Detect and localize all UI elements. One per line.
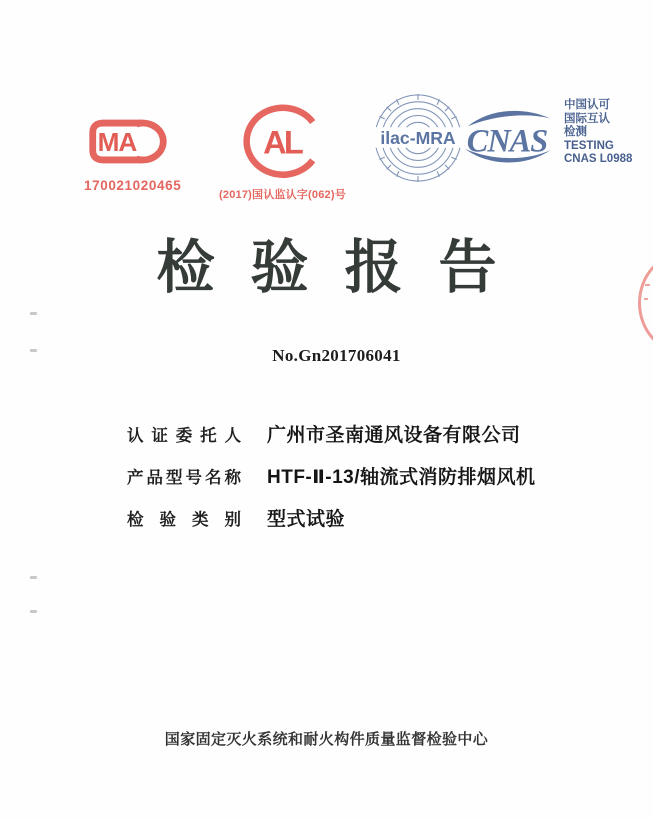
cma-letters: MA (97, 127, 137, 158)
field-row-test-type (127, 510, 536, 530)
seal-mark (644, 298, 648, 300)
scan-speck (30, 576, 37, 579)
cal-logo (205, 104, 360, 202)
ilac-globe-icon (373, 93, 463, 183)
field-label: 产品型号名称 (127, 469, 241, 487)
accreditation-line: TESTING (564, 139, 614, 152)
cma-certificate-number: 170021020465 (84, 178, 182, 193)
scan-speck (30, 610, 37, 613)
ilac-mra-logo (373, 93, 463, 188)
cal-approval-number: (2017)国认监认字(062)号 (219, 189, 346, 201)
cnas-letters: CNAS (466, 122, 548, 159)
field-value: HTF-Ⅱ-13/轴流式消防排烟风机 (267, 467, 536, 488)
accreditation-line: 中国认可 (564, 99, 610, 111)
accreditation-text-block (564, 99, 632, 167)
field-label: 检验类别 (127, 511, 241, 529)
ilac-mra-label: ilac-MRA (380, 127, 456, 148)
field-value: 型式试验 (267, 509, 346, 530)
accreditation-line: CNAS L0988 (564, 153, 633, 165)
cma-c-shape (136, 123, 163, 160)
seal-mark (645, 284, 650, 286)
field-row-applicant (127, 426, 536, 446)
report-fields (127, 426, 536, 552)
scan-speck (30, 349, 37, 352)
cal-mark-icon (241, 104, 325, 184)
field-value: 广州市圣南通风设备有限公司 (267, 425, 521, 446)
cnas-logo (461, 105, 554, 174)
page-title: 检验报告 (156, 235, 533, 300)
cma-logo (84, 114, 194, 193)
issuing-organization: 国家固定灭火系统和耐火构件质量监督检验中心 (164, 731, 489, 748)
accreditation-line: 检测 (564, 126, 587, 138)
accreditation-line: 国际互认 (564, 112, 610, 125)
scan-speck (30, 312, 37, 315)
cal-letters: AL (262, 124, 301, 161)
report-number: No.Gn201706041 (272, 346, 401, 365)
field-label: 认证委托人 (127, 427, 241, 445)
field-row-product-model (127, 468, 536, 488)
cnas-mark-icon (461, 105, 554, 169)
cma-mark-icon (84, 114, 181, 169)
